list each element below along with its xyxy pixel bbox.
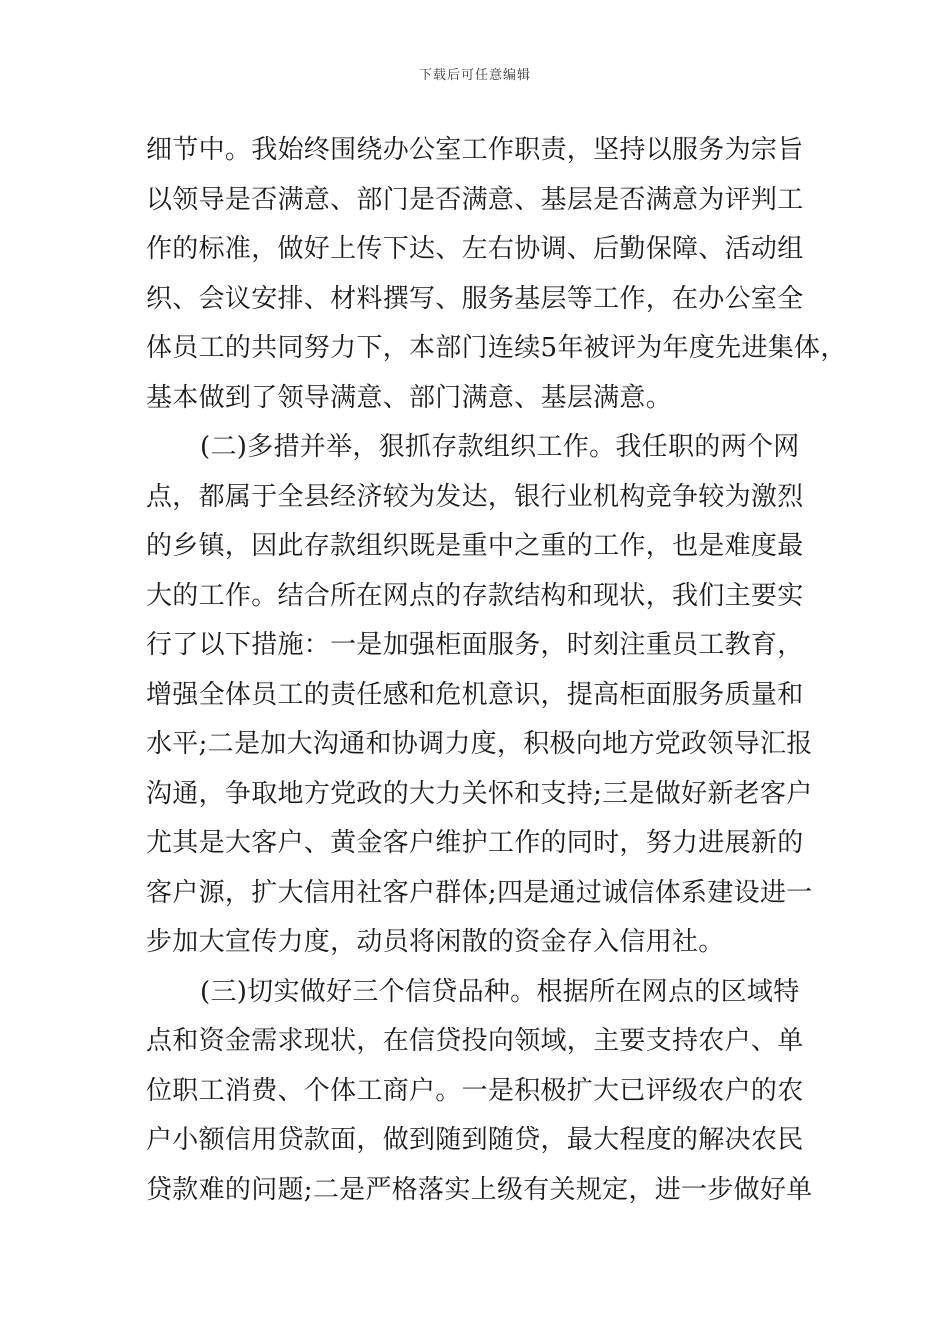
text-line: 尤其是大客户、黄金客户维护工作的同时，努力进展新的	[146, 828, 804, 858]
text-line: 沟通，争取地方党政的大力关怀和支持;三是做好新老客户	[146, 778, 813, 809]
text-line: 体员工的共同努力下，本部门连续5年被评为年度先进集体，	[146, 333, 847, 363]
text-line: 细节中。我始终围绕办公室工作职责，坚持以服务为宗旨	[146, 135, 804, 165]
text-line: 以领导是否满意、部门是否满意、基层是否满意为评判工	[146, 184, 804, 215]
paragraph-start-line: (三)切实做好三个信贷品种。根据所在网点的区域特	[200, 976, 800, 1007]
text-line: 的乡镇，因此存款组织既是重中之重的工作，也是难度最	[146, 531, 804, 561]
text-line: 织、会议安排、材料撰写、服务基层等工作，在办公室全	[146, 283, 804, 314]
text-line: 点和资金需求现状，在信贷投向领域，主要支持农户、单	[146, 1026, 804, 1056]
page-header: 下载后可任意编辑	[418, 68, 531, 83]
paragraph-start-line: (二)多措并举，狠抓存款组织工作。我任职的两个网	[200, 432, 800, 462]
text-line: 步加大宣传力度，动员将闲散的资金存入信用社。	[146, 927, 725, 957]
text-line: 客户源，扩大信用社客户群体;四是通过诚信体系建设进一	[146, 877, 813, 908]
text-line: 大的工作。结合所在网点的存款结构和现状，我们主要实	[146, 580, 804, 611]
text-line: 水平;二是加大沟通和协调力度，积极向地方党政领导汇报	[146, 729, 813, 759]
text-line: 贷款难的问题;二是严格落实上级有关规定，进一步做好单	[146, 1174, 813, 1205]
text-line: 行了以下措施：一是加强柜面服务，时刻注重员工教育，	[146, 630, 804, 660]
text-line: 作的标准，做好上传下达、左右协调、后勤保障、活动组	[146, 234, 804, 264]
text-line: 基本做到了领导满意、部门满意、基层满意。	[146, 382, 673, 413]
document-body	[146, 126, 847, 1215]
text-line: 点，都属于全县经济较为发达，银行业机构竞争较为激烈	[146, 481, 804, 512]
text-line: 户小额信用贷款面，做到随到随贷，最大程度的解决农民	[146, 1125, 804, 1155]
text-line: 增强全体员工的责任感和危机意识，提高柜面服务质量和	[146, 679, 804, 710]
text-line: 位职工消费、个体工商户。一是积极扩大已评级农户的农	[146, 1075, 804, 1106]
